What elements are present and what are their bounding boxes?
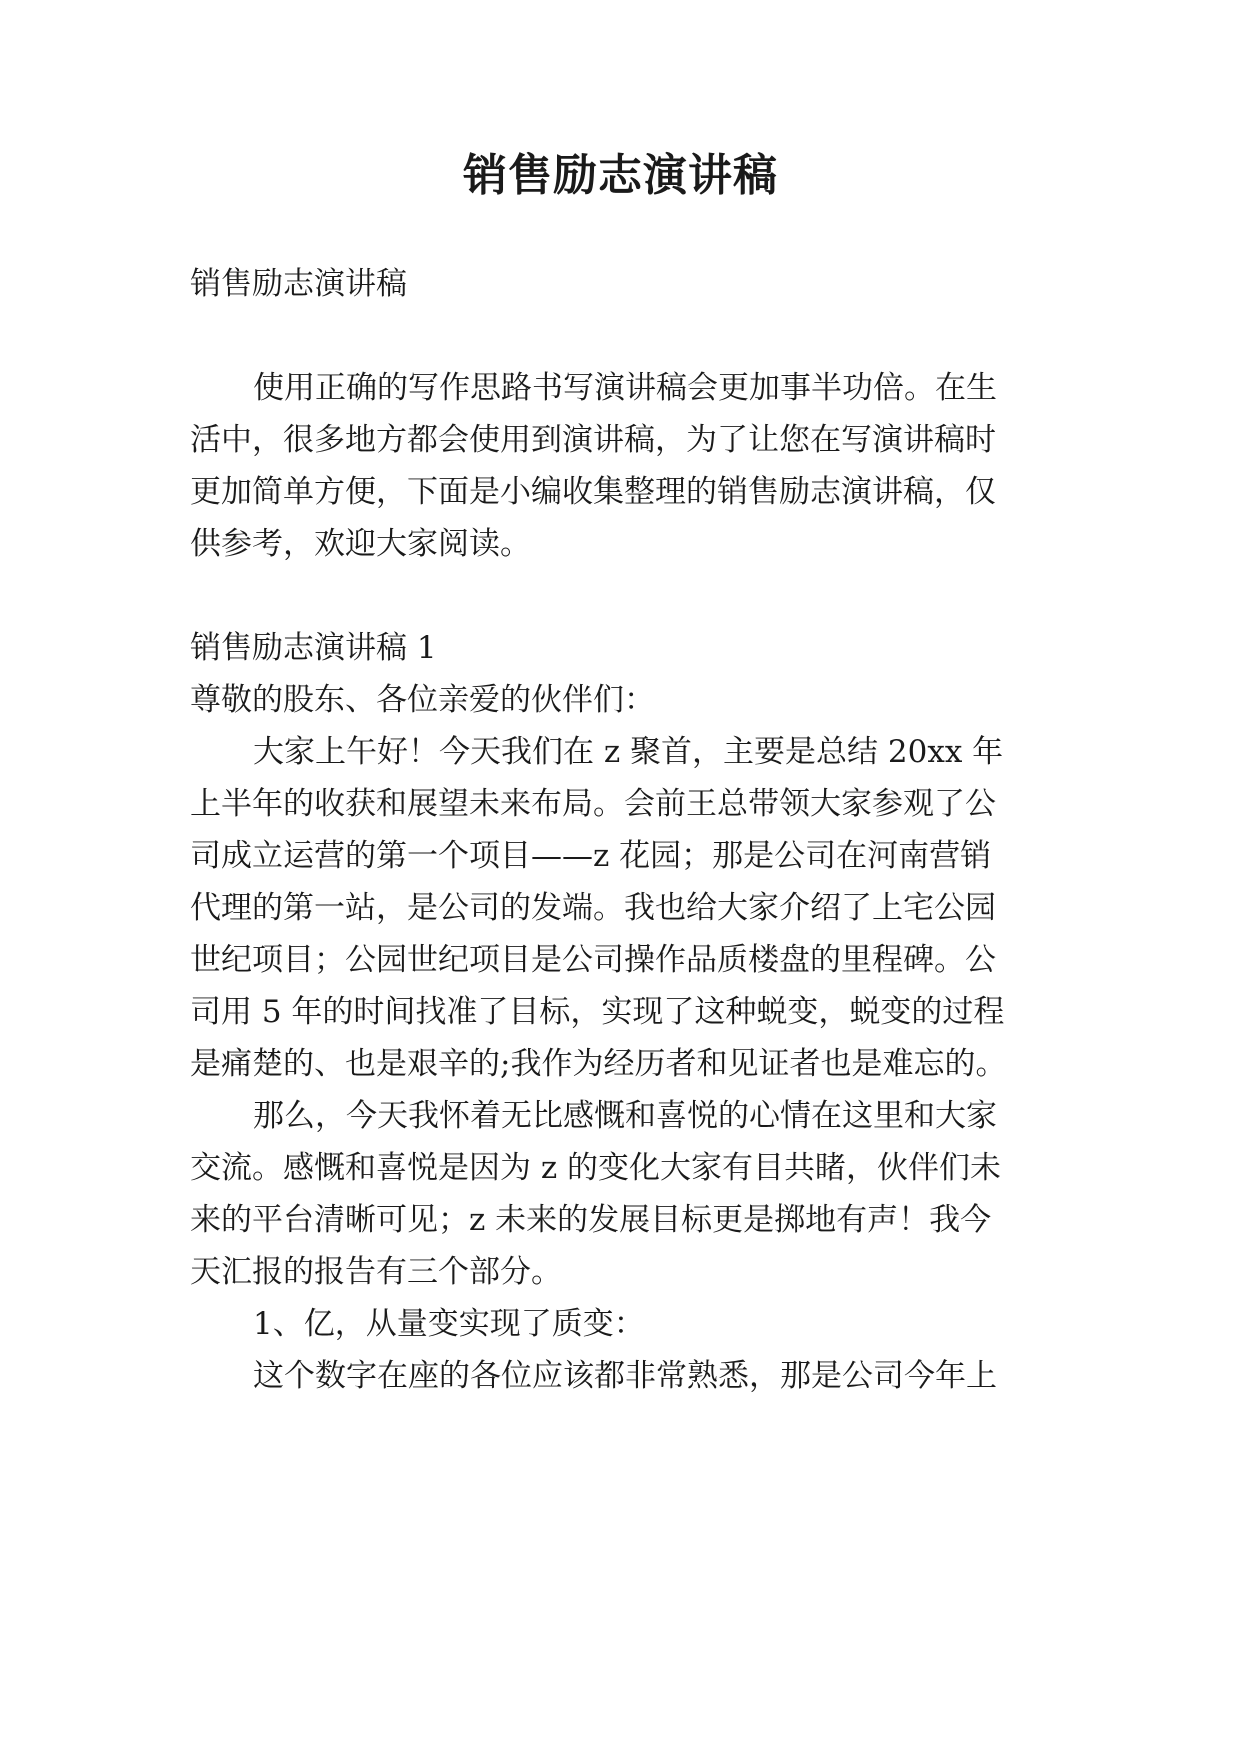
- document-title: 销售励志演讲稿: [463, 150, 778, 201]
- intro-line: 使用正确的写作思路书写演讲稿会更加事半功倍。在生: [253, 370, 997, 406]
- numbered-point: 1、亿，从量变实现了质变：: [253, 1306, 645, 1342]
- paragraph-line: 大家上午好！今天我们在 z 聚首，主要是总结 20xx 年: [253, 734, 1004, 770]
- paragraph-line: 世纪项目；公园世纪项目是公司操作品质楼盘的里程碑。公: [190, 942, 996, 978]
- paragraph-line: 天汇报的报告有三个部分。: [190, 1254, 562, 1290]
- paragraph-line: 司成立运营的第一个项目——z 花园；那是公司在河南营销: [190, 838, 992, 874]
- document-subtitle: 销售励志演讲稿: [190, 266, 407, 302]
- paragraph-line: 来的平台清晰可见；z 未来的发展目标更是掷地有声！我今: [190, 1202, 992, 1238]
- salutation: 尊敬的股东、各位亲爱的伙伴们：: [190, 682, 655, 718]
- intro-line: 供参考，欢迎大家阅读。: [190, 526, 531, 562]
- intro-line: 更加简单方便，下面是小编收集整理的销售励志演讲稿，仅: [190, 474, 996, 510]
- paragraph-line: 那么，今天我怀着无比感慨和喜悦的心情在这里和大家: [253, 1098, 997, 1134]
- paragraph-line: 代理的第一站，是公司的发端。我也给大家介绍了上宅公园: [190, 890, 996, 926]
- paragraph-line: 交流。感慨和喜悦是因为 z 的变化大家有目共睹，伙伴们未: [190, 1150, 1002, 1186]
- intro-line: 活中，很多地方都会使用到演讲稿，为了让您在写演讲稿时: [190, 422, 996, 458]
- paragraph-line: 上半年的收获和展望未来布局。会前王总带领大家参观了公: [190, 786, 996, 822]
- paragraph-line: 是痛楚的、也是艰辛的;我作为经历者和见证者也是难忘的。: [190, 1046, 1007, 1082]
- paragraph-line: 司用 5 年的时间找准了目标，实现了这种蜕变，蜕变的过程: [190, 994, 1005, 1030]
- section-heading: 销售励志演讲稿 1: [190, 630, 437, 666]
- paragraph-line: 这个数字在座的各位应该都非常熟悉，那是公司今年上: [253, 1358, 997, 1394]
